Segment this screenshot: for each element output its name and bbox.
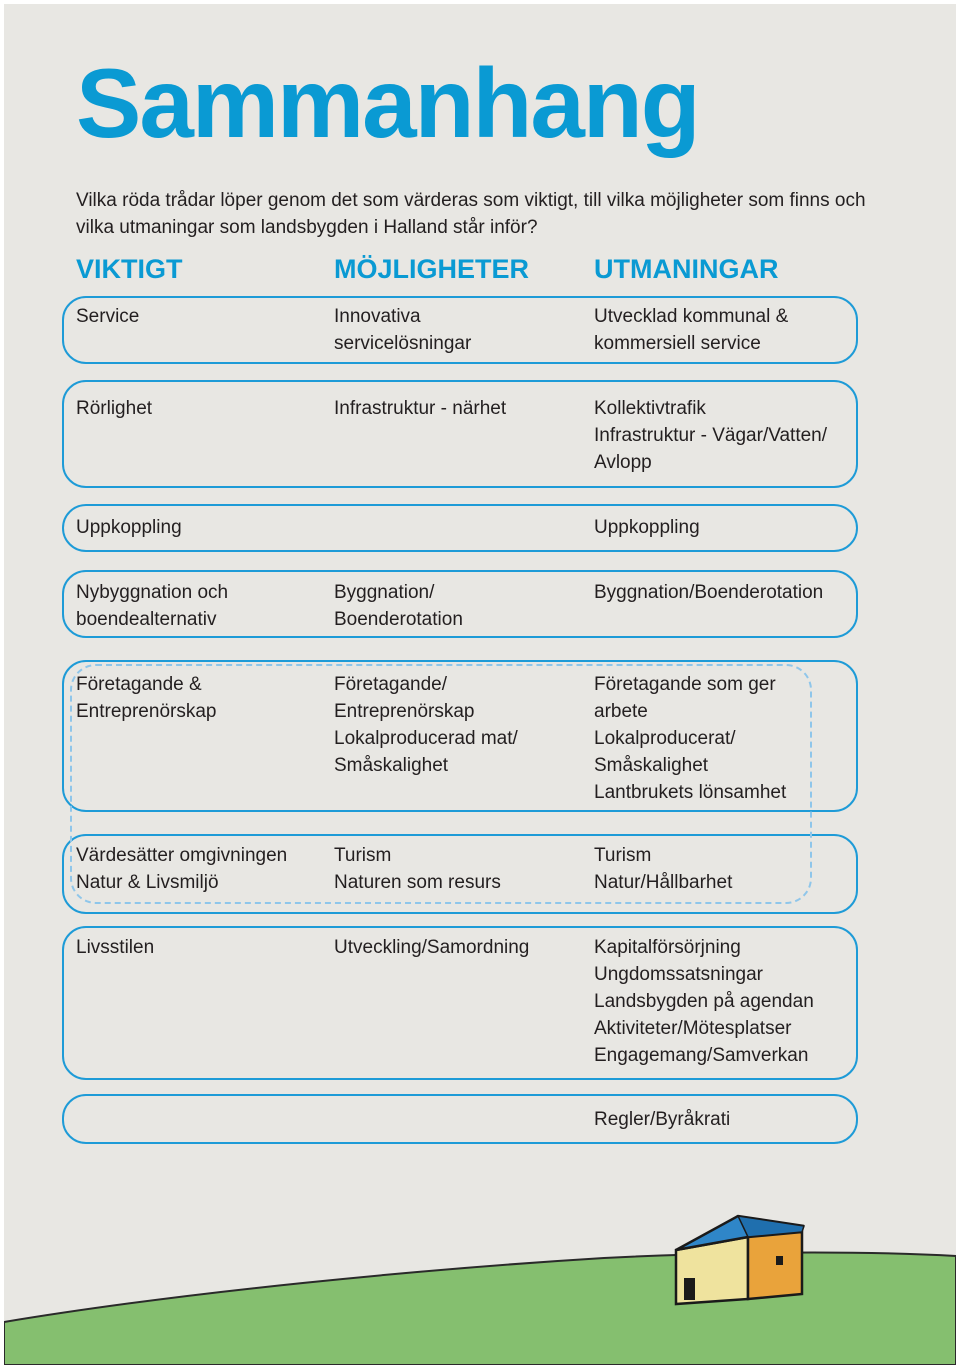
- cell-line: Rörlighet: [76, 398, 153, 419]
- cell-line: Engagemang/Samverkan: [594, 1045, 809, 1066]
- cell-line: Avlopp: [594, 452, 652, 473]
- cell-line: Turism: [334, 845, 392, 866]
- cell-viktigt: [76, 842, 287, 896]
- cell-line: Nybyggnation och: [76, 582, 229, 603]
- cell-line: Natur/Hållbarhet: [594, 872, 733, 893]
- cell-mojligheter: [334, 842, 501, 896]
- header-viktigt: VIKTIGT: [76, 254, 183, 284]
- cell-line: Småskalighet: [334, 755, 449, 776]
- cell-utmaningar: [594, 514, 700, 541]
- cell-line: Livsstilen: [76, 937, 155, 958]
- cell-line: Ungdomssatsningar: [594, 964, 763, 985]
- house-window: [776, 1256, 783, 1265]
- cell-viktigt: [76, 934, 154, 961]
- cell-viktigt: [76, 514, 182, 541]
- cell-viktigt: [76, 303, 139, 330]
- cell-line: Kollektivtrafik: [594, 398, 706, 419]
- cell-line: Infrastruktur - Vägar/Vatten/: [594, 425, 828, 446]
- cell-line: Infrastruktur - närhet: [334, 398, 507, 419]
- header-mojligheter: MÖJLIGHETER: [334, 254, 530, 284]
- cell-line: Turism: [594, 845, 652, 866]
- cell-line: Byggnation/: [334, 582, 435, 603]
- page: [4, 4, 956, 1365]
- cell-line: Uppkoppling: [76, 517, 182, 538]
- cell-mojligheter: [334, 934, 529, 961]
- cell-viktigt: [76, 671, 216, 725]
- house-wall-side: [748, 1232, 802, 1299]
- row-box-regler: [62, 1094, 858, 1144]
- cell-line: Regler/Byråkrati: [594, 1109, 731, 1130]
- cell-line: Småskalighet: [594, 755, 709, 776]
- cell-line: Natur & Livsmiljö: [76, 872, 219, 893]
- cell-line: Entreprenörskap: [76, 701, 217, 722]
- house-icon: [676, 1216, 804, 1304]
- cell-line: Företagande som ger: [594, 674, 776, 695]
- cell-line: Boenderotation: [334, 609, 463, 630]
- landscape-illustration: [4, 1174, 956, 1365]
- cell-mojligheter: [334, 671, 518, 779]
- house-door: [684, 1278, 695, 1300]
- cell-line: boendealternativ: [76, 609, 217, 630]
- cell-utmaningar: [594, 579, 823, 606]
- cell-line: Uppkoppling: [594, 517, 700, 538]
- cell-line: Företagande &: [76, 674, 202, 695]
- green-hill: [4, 1253, 956, 1366]
- cell-line: Lantbrukets lönsamhet: [594, 782, 787, 803]
- cell-line: Aktiviteter/Mötesplatser: [594, 1018, 792, 1039]
- cell-line: Lokalproducerat/: [594, 728, 736, 749]
- cell-utmaningar: [594, 1106, 730, 1133]
- cell-line: Naturen som resurs: [334, 872, 501, 893]
- cell-utmaningar: [594, 671, 786, 806]
- cell-viktigt: [76, 579, 228, 633]
- cell-line: Service: [76, 306, 140, 327]
- cell-viktigt: [76, 395, 152, 422]
- cell-line: Kapitalförsörjning: [594, 937, 741, 958]
- cell-line: kommersiell service: [594, 333, 761, 354]
- cell-mojligheter: [334, 579, 463, 633]
- cell-line: Utveckling/Samordning: [334, 937, 530, 958]
- cell-line: Lokalproducerad mat/: [334, 728, 518, 749]
- cell-line: servicelösningar: [334, 333, 472, 354]
- cell-line: Utvecklad kommunal &: [594, 306, 789, 327]
- cell-utmaningar: [594, 303, 788, 357]
- intro-text: Vilka röda trådar löper genom det som värderas som viktigt, till vilka möjligheter som finns och vilka utmaningar som landsbygden i Halland står inför?: [76, 190, 866, 238]
- header-utmaningar: UTMANINGAR: [594, 254, 779, 284]
- cell-utmaningar: [594, 934, 814, 1069]
- page-title: Sammanhang: [76, 48, 699, 158]
- cell-line: Innovativa: [334, 306, 421, 327]
- cell-line: Landsbygden på agendan: [594, 991, 814, 1012]
- cell-mojligheter: [334, 303, 471, 357]
- cell-line: Värdesätter omgivningen: [76, 845, 288, 866]
- cell-line: Byggnation/Boenderotation: [594, 582, 824, 603]
- cell-line: Företagande/: [334, 674, 448, 695]
- cell-line: Entreprenörskap: [334, 701, 475, 722]
- cell-mojligheter: [334, 395, 506, 422]
- cell-line: arbete: [594, 701, 648, 722]
- cell-utmaningar: [594, 842, 732, 896]
- cell-utmaningar: [594, 395, 827, 476]
